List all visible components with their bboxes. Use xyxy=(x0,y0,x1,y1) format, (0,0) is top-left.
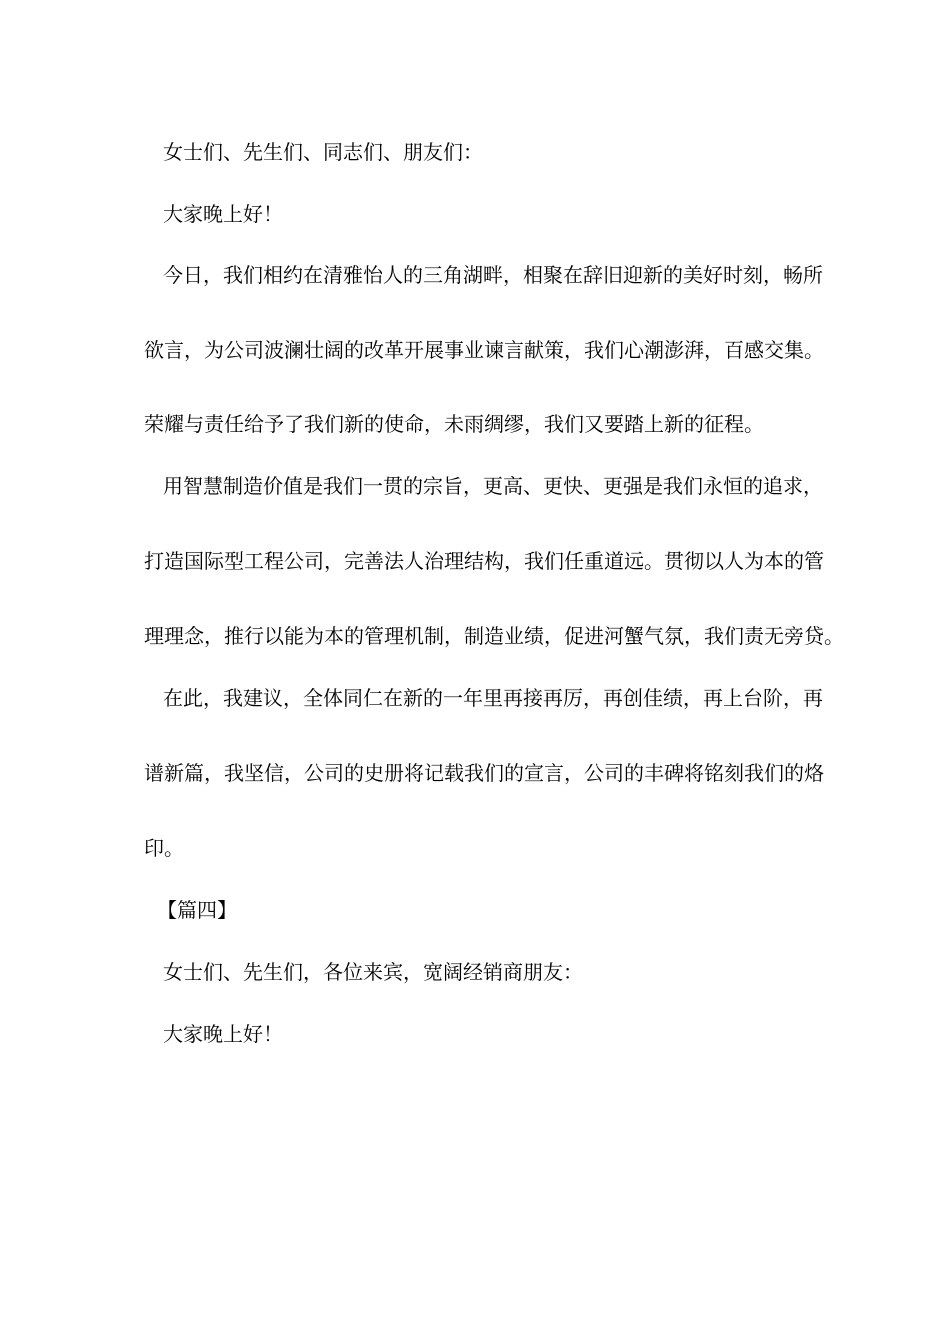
paragraph-line: 在此，我建议，全体同仁在新的一年里再接再厉，再创佳绩，再上台阶，再 xyxy=(163,686,823,710)
paragraph-line: 打造国际型工程公司，完善法人治理结构，我们任重道远。贯彻以人为本的管 xyxy=(144,549,824,573)
paragraph-line: 今日，我们相约在清雅怡人的三角湖畔，相聚在辞旧迎新的美好时刻，畅所 xyxy=(163,263,823,287)
paragraph-line: 用智慧制造价值是我们一贯的宗旨，更高、更快、更强是我们永恒的追求， xyxy=(163,474,823,498)
paragraph-line: 谱新篇，我坚信，公司的史册将记载我们的宣言，公司的丰碑将铭刻我们的烙 xyxy=(144,761,824,785)
section-heading: 【篇四】 xyxy=(157,898,237,922)
salutation-line: 女士们、先生们，各位来宾，宽阔经销商朋友： xyxy=(163,960,583,984)
paragraph-line: 荣耀与责任给予了我们新的使命，未雨绸缪，我们又要踏上新的征程。 xyxy=(144,412,764,436)
greeting-line: 大家晚上好！ xyxy=(163,202,283,226)
paragraph-line: 印。 xyxy=(144,836,184,860)
paragraph-line: 欲言，为公司波澜壮阔的改革开展事业谏言献策，我们心潮澎湃，百感交集。 xyxy=(144,338,824,362)
paragraph-line: 理理念，推行以能为本的管理机制，制造业绩，促进河蟹气氛，我们责无旁贷。 xyxy=(144,624,844,648)
greeting-line: 大家晚上好！ xyxy=(163,1022,283,1046)
salutation-line: 女士们、先生们、同志们、朋友们： xyxy=(163,140,483,164)
